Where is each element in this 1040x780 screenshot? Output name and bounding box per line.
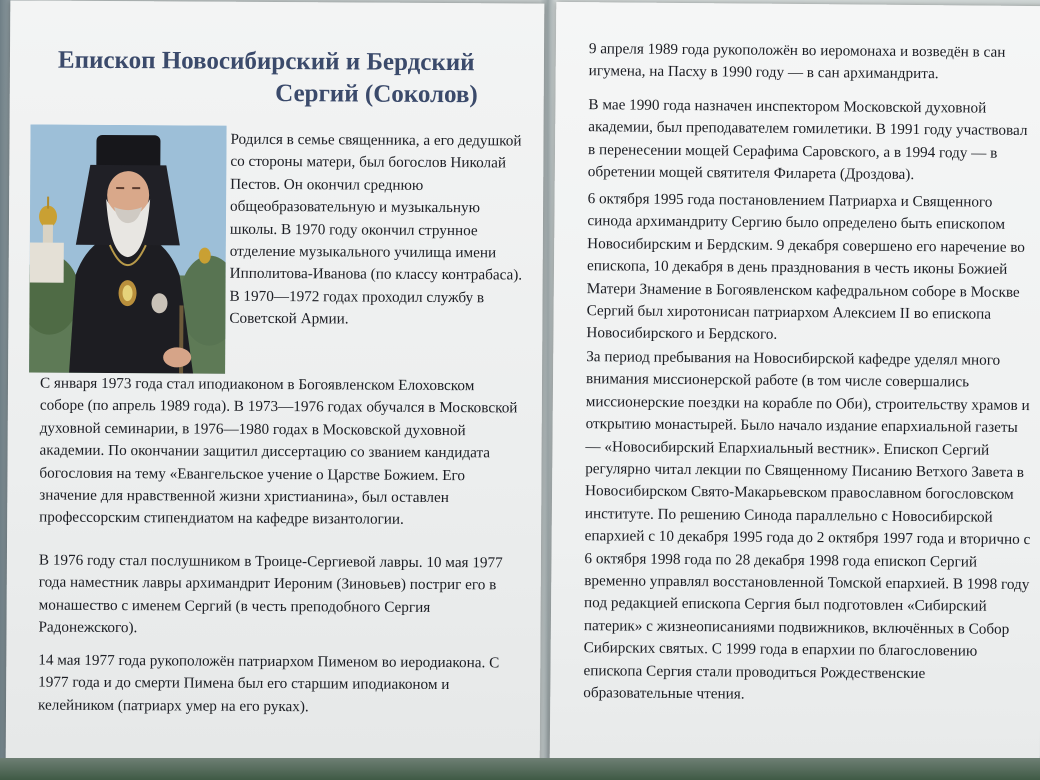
background-strip [0, 758, 1040, 780]
left-paragraph-3: 14 мая 1977 года рукоположён патриархом Пименом во иеродиакона. С 1977 года и до смерти Пимена был его старшим иподиаконом и келейником (патриарх умер на его руках). [37, 651, 500, 716]
intro-paragraph: Родился в семье священника, а его дедушкой со стороны матери, был богослов Николай Пестов. Он окончил среднюю общеобразовательную и музыкальную школы. В 1970 году окончил струнное отделение музыкального училища имени Ипполитова-Иванова (по классу контрабаса). В 1970—1972 годах проходил службу в Советской Армии. [229, 130, 523, 328]
right-paragraph-1: 9 апреля 1989 года рукоположён во иеромонаха и возведён в сан игумена, на Пасху в 1990 году — в сан архимандрита. [588, 40, 1006, 83]
right-paragraph-3: 6 октября 1995 года постановлением Патриарха и Священного синода архимандриту Сергию было определено быть епископом Новосибирским и Бердским. 9 декабря совершено его наречение во епископа, 10 декабря в день празднования в честь иконы Божией Матери Знамение в Богоявленском кафедральном соборе в Москве Сергий был хиротонисан патриархом Алексием II во епископа Новосибирского и Бердского. [586, 190, 1026, 344]
title-line-2: Сергий (Соколов) [275, 79, 478, 109]
page-title [50, 45, 520, 112]
right-paragraph-4: За период пребывания на Новосибирской кафедре уделял много внимания миссионерской работе (в том числе совершались миссионерские поездки на корабле по Оби), строительству храмов и открытию монастырей. Было начало издание епархиальной газеты — «Новосибирский Епархиальный вестник». Епископ Сергий регулярно читал лекции по Священному Писанию Ветхого Завета в Новосибирском Свято-Макарьевском православном богословском институте. По решению Синода параллельно с Новосибирской епархией с 10 декабря 1995 года до 2 октября 1997 года и вторично с 6 октября 1998 года по 28 декабря 1998 года епископ Сергий временно управлял восстановленной Томской епархией. В 1998 году под редакцией епископа Сергия был подготовлен «Сибирский патерик» с жизнеописаниями подвижников, включённых в Собор Сибирских святых. С 1999 года в епархии по благословению епископа Сергия стали проводиться Рождественские образовательные чтения. [583, 348, 1031, 703]
title-line-1: Епископ Новосибирский и Бердский [57, 46, 475, 77]
left-paragraph-1: С января 1973 года стал иподиаконом в Богоявленском Елоховском соборе (по апрель 1989 года). В 1973—1976 годах обучался в Московской духовной семинарии, в 1976—1980 годах в Московской духовной академии. По окончании защитил диссертацию со званием кандидата богословия на тему «Евангельское учение о Царстве Божием. Его значение для нравственной жизни христианина», был оставлен профессорским стипендиатом на кафедре византологии. [39, 374, 518, 529]
left-page [6, 0, 545, 765]
right-page [550, 2, 1040, 766]
right-paragraph-2: В мае 1990 года назначен инспектором Московской духовной академии, был преподавателем гомилетики. В 1991 году участвовал в перенесении мощей Серафима Саровского, а в 1994 году — в обретении мощей святителя Филарета (Дроздова). [587, 96, 1028, 184]
left-paragraph-2: В 1976 году стал послушником в Троице-Сергиевой лавры. 10 мая 1977 года наместник лавры архимандрит Иероним (Зиновьев) постриг его в монашество с именем Сергий (в честь преподобного Сергия Радонежского). [38, 551, 503, 637]
portrait-illustration [29, 125, 227, 374]
portrait-photo [29, 125, 227, 374]
